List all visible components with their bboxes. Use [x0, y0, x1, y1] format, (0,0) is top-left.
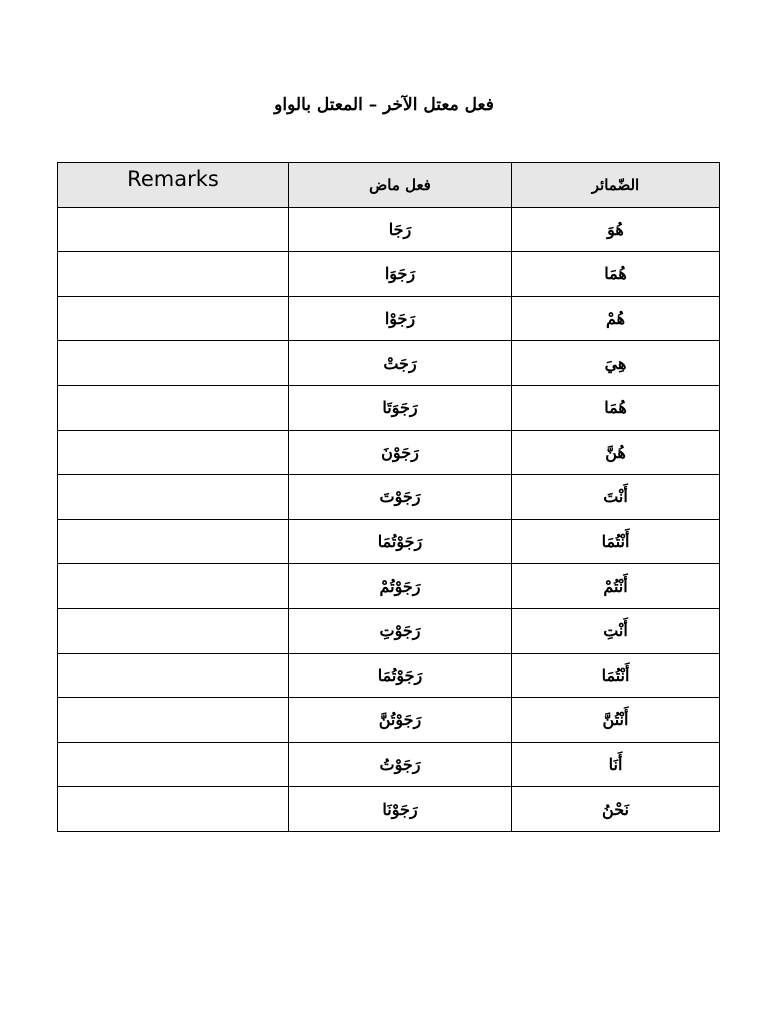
pronoun-cell: أَنَا	[512, 742, 720, 787]
past-verb-cell: رَجَوْتُمْ	[289, 564, 512, 609]
remarks-cell	[58, 475, 289, 520]
pronoun-cell: أَنْتُنَّ	[512, 698, 720, 743]
pronoun-cell: هُمَا	[512, 252, 720, 297]
remarks-cell	[58, 252, 289, 297]
past-verb-cell: رَجَوْتَ	[289, 475, 512, 520]
table-header-row	[58, 163, 720, 208]
table-row	[58, 519, 720, 564]
pronoun-cell: هُوَ	[512, 207, 720, 252]
past-verb-cell: رَجَوْتُنَّ	[289, 698, 512, 743]
remarks-cell	[58, 787, 289, 832]
remarks-cell	[58, 564, 289, 609]
table-row	[58, 564, 720, 609]
remarks-cell	[58, 341, 289, 386]
past-verb-cell: رَجَوْنَا	[289, 787, 512, 832]
past-verb-cell: رَجَوْتُ	[289, 742, 512, 787]
pronoun-cell: أَنْتِ	[512, 608, 720, 653]
remarks-cell	[58, 385, 289, 430]
table-row	[58, 385, 720, 430]
remarks-cell	[58, 296, 289, 341]
past-verb-cell: رَجَوْتُمَا	[289, 653, 512, 698]
past-verb-cell: رَجَتْ	[289, 341, 512, 386]
past-verb-cell: رَجَوَا	[289, 252, 512, 297]
table-row	[58, 653, 720, 698]
remarks-cell	[58, 207, 289, 252]
table-row	[58, 475, 720, 520]
table-row	[58, 296, 720, 341]
table-row	[58, 252, 720, 297]
remarks-cell	[58, 519, 289, 564]
remarks-cell	[58, 430, 289, 475]
past-verb-cell: رَجَوْنَ	[289, 430, 512, 475]
past-verb-cell: رَجَوْتُمَا	[289, 519, 512, 564]
header-remarks: Remarks	[58, 163, 289, 208]
page-title: فعل معتل الآخر – المعتل بالواو	[274, 95, 494, 115]
table-row	[58, 608, 720, 653]
remarks-cell	[58, 653, 289, 698]
pronoun-cell: أَنْتُمَا	[512, 653, 720, 698]
pronoun-cell: أَنْتَ	[512, 475, 720, 520]
table-row	[58, 207, 720, 252]
conjugation-table	[57, 162, 720, 832]
table-row	[58, 341, 720, 386]
remarks-cell	[58, 608, 289, 653]
remarks-cell	[58, 698, 289, 743]
past-verb-cell: رَجَوْتِ	[289, 608, 512, 653]
pronoun-cell: هُنَّ	[512, 430, 720, 475]
header-pronouns: الضّمائر	[512, 163, 720, 208]
pronoun-cell: أَنْتُمْ	[512, 564, 720, 609]
past-verb-cell: رَجَا	[289, 207, 512, 252]
pronoun-cell: هُمَا	[512, 385, 720, 430]
table-row	[58, 742, 720, 787]
past-verb-cell: رَجَوَتَا	[289, 385, 512, 430]
pronoun-cell: هُمْ	[512, 296, 720, 341]
pronoun-cell: نَحْنُ	[512, 787, 720, 832]
pronoun-cell: أَنْتُمَا	[512, 519, 720, 564]
header-past-verb: فعل ماض	[289, 163, 512, 208]
table-row	[58, 787, 720, 832]
past-verb-cell: رَجَوْا	[289, 296, 512, 341]
remarks-cell	[58, 742, 289, 787]
table-row	[58, 698, 720, 743]
pronoun-cell: هِيَ	[512, 341, 720, 386]
table-row	[58, 430, 720, 475]
